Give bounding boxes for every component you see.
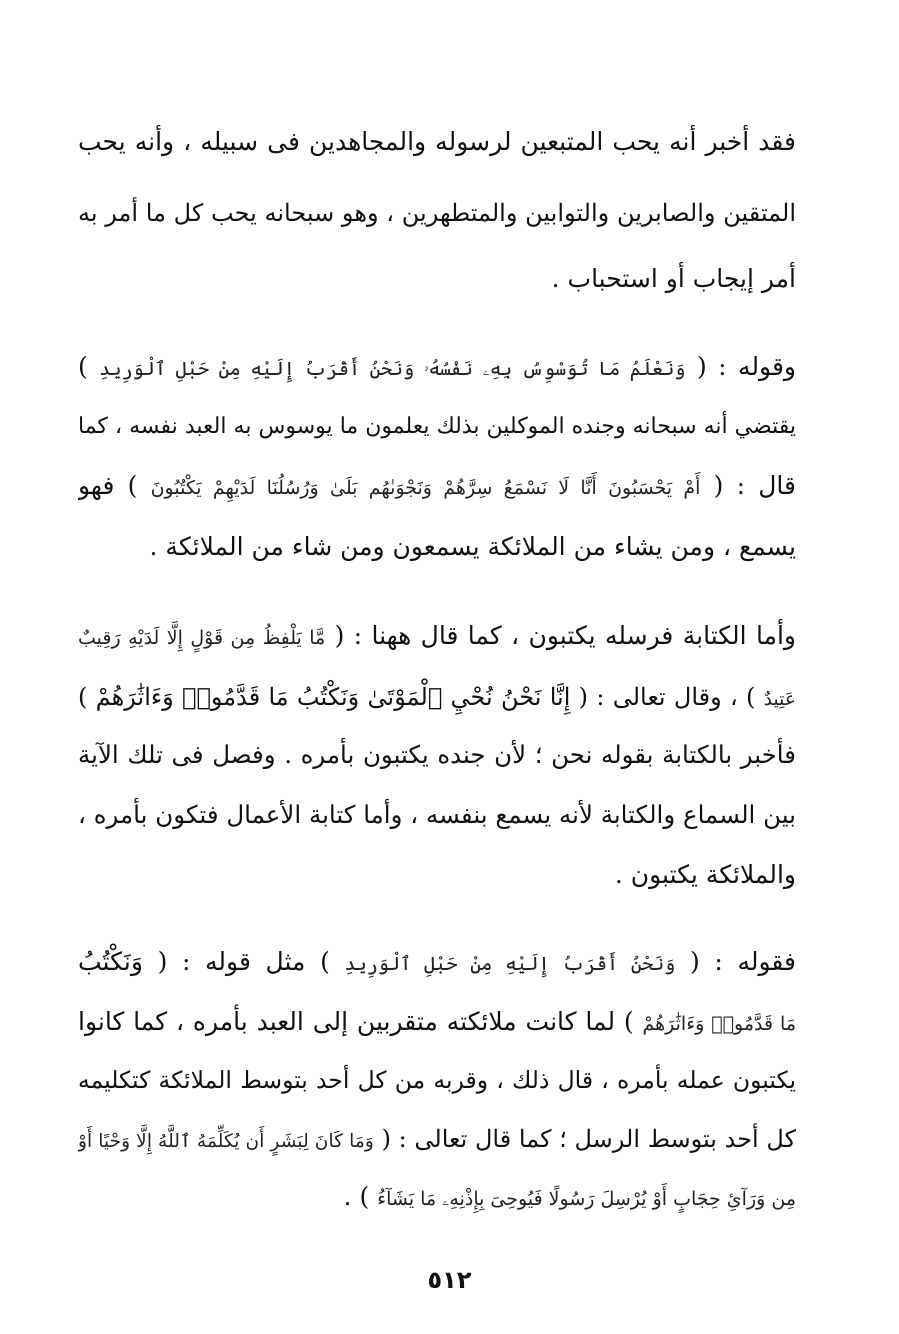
- text-line: بين السماع والكتابة لأنه يسمع بنفسه ، وأما كتابة الأعمال فتكون بأمره ،: [78, 800, 796, 829]
- quran-verse: مَّا يَلْفِظُ مِن قَوْلٍ إِلَّا لَدَيْهِ رَقِيبٌ: [78, 627, 326, 649]
- line-prefix: وقوله : (: [696, 352, 796, 381]
- line-suffix: ) لما كانت ملائكته متقربين إلى العبد بأمره ، كما كانوا: [78, 1007, 634, 1036]
- text-line: يقتضي أنه سبحانه وجنده الموكلين بذلك يعلمون ما يوسوس به العبد نفسه ، كما: [78, 414, 796, 439]
- line-prefix: كل أحد بتوسط الرسل ؛ كما قال تعالى : (: [381, 1125, 796, 1153]
- line-suffix: ) مثل قوله : ( وَنَكْتُبُ: [78, 947, 330, 976]
- quran-verse: مِن وَرَآئِ حِجَابٍ أَوْ يُرْسِلَ رَسُولًا فَيُوحِىَ بِإِذْنِهِۦ مَا يَشَآءُ: [377, 1188, 796, 1210]
- text-line: فقد أخبر أنه يحب المتبعين لرسوله والمجاهدين فى سبيله ، وأنه يحب: [78, 127, 796, 156]
- line-prefix: فقوله : (: [690, 947, 796, 976]
- line-prefix: قال : (: [713, 471, 796, 500]
- quote-line: [78, 614, 796, 658]
- line-suffix: ): [78, 352, 88, 381]
- text-line: أمر إيجاب أو استحباب .: [551, 264, 796, 293]
- quote-line: [78, 940, 796, 984]
- text-line: يسمع ، ومن يشاء من الملائكة يسمعون ومن شاء من الملائكة .: [149, 532, 796, 561]
- quran-verse: وَمَا كَانَ لِبَشَرٍ أَن يُكَلِّمَهُ ٱللَّهُ إِلَّا وَحْيًا أَوْ: [78, 1131, 374, 1152]
- quote-line: [78, 675, 796, 719]
- quran-verse: وَنَحْنُ أَقْرَبُ إِلَيْهِ مِنْ حَبْلِ ٱلْوَرِيدِ: [344, 953, 676, 975]
- page-number: ٥١٢: [427, 1266, 472, 1294]
- quran-verse: وَنَعْلَمُ مَا تُوَسْوِسُ بِهِۦ نَفْسُهُۥ وَنَحْنُ أَقْرَبُ إِلَيْهِ مِنْ حَبْلِ ٱلْوَرِيدِ: [99, 358, 686, 380]
- quote-line: [78, 345, 796, 389]
- text-line: فأخبر بالكتابة بقوله نحن ؛ لأن جنده يكتبون بأمره . وفصل فى تلك الآية: [78, 740, 796, 769]
- line-suffix: ) فهو: [78, 471, 138, 500]
- quote-line: [78, 1000, 796, 1044]
- quran-verse: أَمْ يَحْسَبُونَ أَنَّا لَا نَسْمَعُ سِرَّهُمْ وَنَجْوَىٰهُم بَلَىٰ وَرُسُلُنَا لَدَيْهِمْ يَكْتُبُونَ: [150, 477, 701, 499]
- line-suffix: ) ، وقال تعالى : ( إِنَّا نَحْنُ نُحْيِ ٱلْمَوْتَىٰ وَنَكْتُبُ مَا قَدَّمُوا۟ وَءَاثَٰرَهُمْ ): [78, 683, 756, 711]
- text-line: المتقين والصابرين والتوابين والمتطهرين ، وهو سبحانه يحب كل ما أمر به: [78, 199, 796, 227]
- quran-verse: عَتِيدٌ: [763, 689, 796, 710]
- quran-verse: مَا قَدَّمُوا۟ وَءَاثَٰرَهُمْ: [642, 1013, 796, 1035]
- text-line: والملائكة يكتبون .: [614, 860, 796, 889]
- quote-line: [78, 1117, 796, 1161]
- line-suffix: ) .: [343, 1182, 370, 1211]
- text-line: يكتبون عمله بأمره ، قال ذلك ، وقربه من كل أحد بتوسط الملائكة كتكليمه: [78, 1066, 796, 1094]
- quote-line: [78, 1175, 796, 1219]
- quote-line: [78, 464, 796, 508]
- line-prefix: وأما الكتابة فرسله يكتبون ، كما قال ههنا : (: [334, 621, 796, 650]
